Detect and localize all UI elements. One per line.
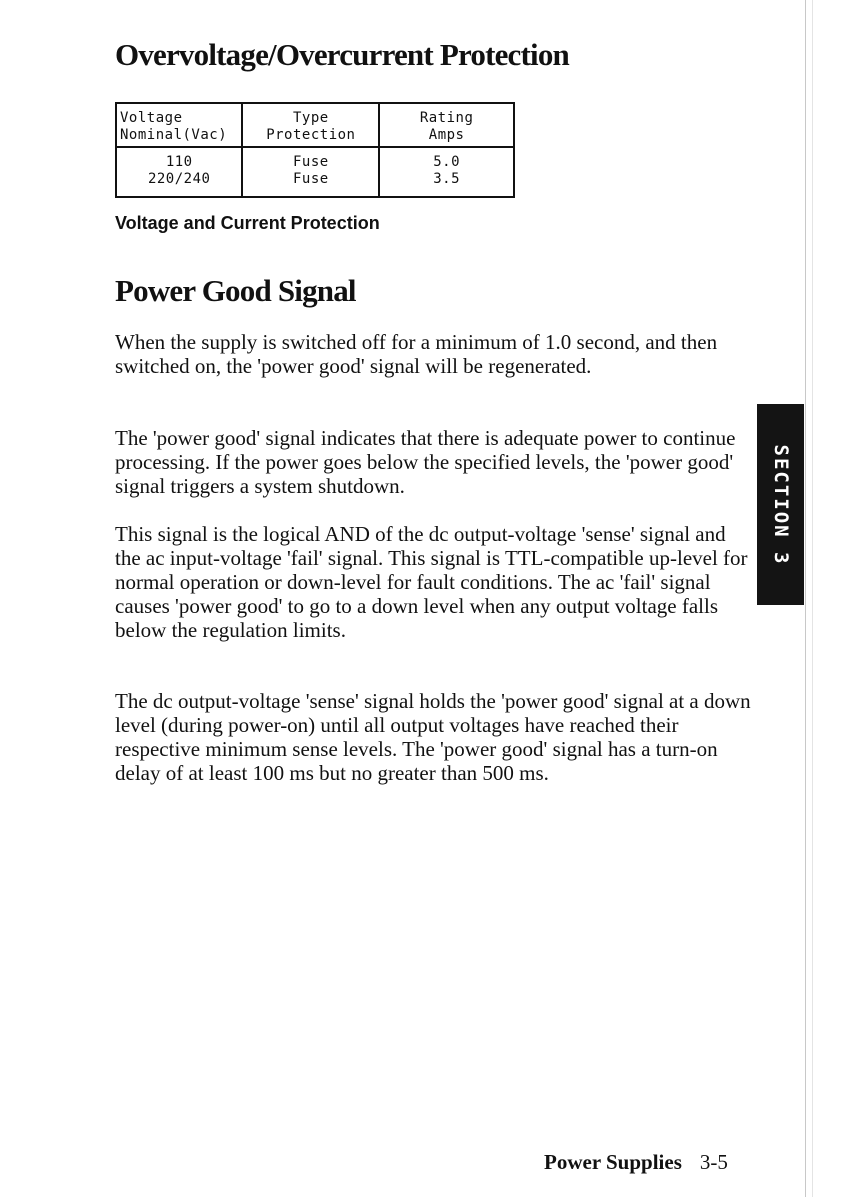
paragraph-regeneration: When the supply is switched off for a minimum of 1.0 second, and then switched on, the 'power good' signal will be regenerated. [115, 330, 718, 378]
footer-page-number: 3-5 [699, 1150, 728, 1174]
cell-rating-row1: 5.0 [433, 154, 461, 170]
table-body-row [116, 147, 514, 197]
header-voltage-line1: Voltage [120, 110, 183, 126]
cell-type [242, 147, 379, 197]
page-footer [544, 1150, 728, 1175]
table-header-row [116, 103, 514, 147]
overvoltage-heading: Overvoltage/Overcurrent Protection [115, 37, 569, 72]
header-voltage [116, 103, 242, 147]
protection-table [115, 102, 515, 198]
cell-voltage-110: 110 [165, 154, 193, 170]
paragraph-sense-signal: The dc output-voltage 'sense' signal holds the 'power good' signal at a down level (during power-on) until all output voltages have reached their respective minimum sense levels. The 'power good' signal has a turn-on delay of at least 100 ms but no greater than 500 ms. [115, 689, 751, 785]
section-tab [757, 404, 804, 605]
cell-rating-row2: 3.5 [433, 171, 461, 187]
footer-chapter-title: Power Supplies [544, 1150, 682, 1174]
header-voltage-line2: Nominal(Vac) [120, 127, 228, 143]
cell-voltage-220-240: 220/240 [147, 171, 211, 187]
header-rating [379, 103, 514, 147]
page-edge-line [805, 0, 806, 1197]
cell-type-row2: Fuse [292, 171, 329, 187]
cell-voltage [116, 147, 242, 197]
header-type-line1: Type [292, 110, 329, 126]
header-rating-line1: Rating [419, 110, 474, 126]
header-type-line2: Protection [266, 127, 356, 143]
table-caption: Voltage and Current Protection [115, 213, 380, 233]
paragraph-adequate-power: The 'power good' signal indicates that there is adequate power to continue processing. If the power goes below the specified levels, the 'power good' signal triggers a system shutdown. [115, 426, 736, 498]
header-type [242, 103, 379, 147]
cell-type-row1: Fuse [292, 154, 329, 170]
power-good-heading: Power Good Signal [115, 273, 356, 308]
cell-rating [379, 147, 514, 197]
page-edge-line-inner [812, 0, 813, 1197]
section-tab-label: SECTION 3 [769, 444, 792, 565]
header-rating-line2: Amps [428, 127, 465, 143]
paragraph-logical-and: This signal is the logical AND of the dc output-voltage 'sense' signal and the ac input-voltage 'fail' signal. This signal is TTL-compatible up-level for normal operation or down-level for fault conditions. The ac 'fail' signal causes 'power good' to go to a down level when any output voltage falls below the regulation limits. [115, 522, 748, 642]
